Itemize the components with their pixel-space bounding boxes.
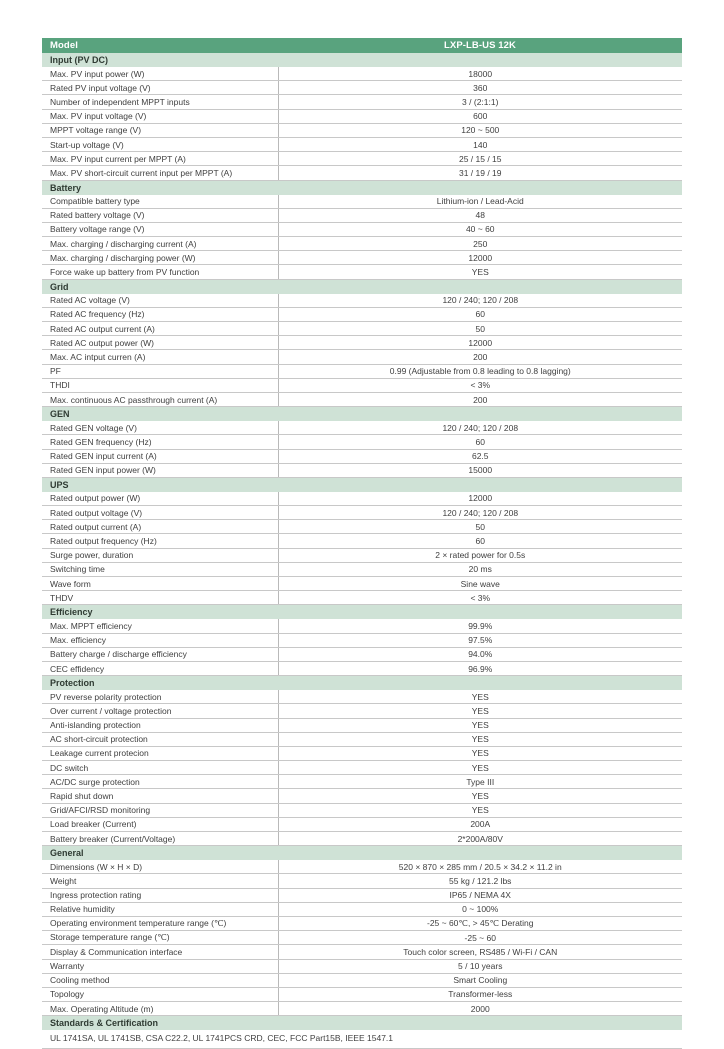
- spec-label: Rapid shut down: [42, 789, 278, 803]
- table-row: [42, 577, 682, 591]
- spec-label: Rated battery voltage (V): [42, 208, 278, 222]
- table-row: [42, 704, 682, 718]
- section-header-row: [42, 407, 682, 422]
- table-row: [42, 307, 682, 321]
- section-header-title: Battery: [42, 180, 278, 195]
- spec-value: < 3%: [278, 591, 682, 605]
- spec-value: 120 / 240; 120 / 208: [278, 506, 682, 520]
- spec-label: CEC effidency: [42, 661, 278, 675]
- spec-label: Ingress protection rating: [42, 888, 278, 902]
- spec-label: THDI: [42, 378, 278, 392]
- table-row: [42, 591, 682, 605]
- spec-label: Battery charge / discharge efficiency: [42, 647, 278, 661]
- spec-label: Cooling method: [42, 973, 278, 987]
- table-row: [42, 902, 682, 916]
- table-row: [42, 931, 682, 945]
- spec-value: 360: [278, 81, 682, 95]
- spec-label: MPPT voltage range (V): [42, 123, 278, 137]
- table-row: [42, 987, 682, 1001]
- table-row: [42, 945, 682, 959]
- spec-label: Rated output frequency (Hz): [42, 534, 278, 548]
- table-row: [42, 548, 682, 562]
- table-row: [42, 1002, 682, 1016]
- spec-value: 200: [278, 392, 682, 406]
- spec-value: 94.0%: [278, 647, 682, 661]
- table-row: [42, 67, 682, 81]
- table-row: [42, 421, 682, 435]
- table-row: [42, 350, 682, 364]
- spec-label: Leakage current protecion: [42, 746, 278, 760]
- spec-value: Lithium-ion / Lead-Acid: [278, 195, 682, 209]
- table-row: [42, 378, 682, 392]
- spec-label: DC switch: [42, 761, 278, 775]
- table-row: [42, 959, 682, 973]
- spec-value: YES: [278, 803, 682, 817]
- spec-value: 120 / 240; 120 / 208: [278, 294, 682, 308]
- spec-label: Rated AC output current (A): [42, 322, 278, 336]
- table-row: [42, 166, 682, 180]
- table-row: [42, 237, 682, 251]
- table-row: [42, 123, 682, 137]
- spec-value: YES: [278, 265, 682, 279]
- table-row: [42, 562, 682, 576]
- model-header-label: Model: [42, 38, 278, 53]
- spec-label: Battery voltage range (V): [42, 222, 278, 236]
- specification-sheet: [42, 38, 682, 1049]
- section-header-spacer: [278, 676, 682, 691]
- spec-value: 3 / (2:1:1): [278, 95, 682, 109]
- table-row: [42, 761, 682, 775]
- spec-value: < 3%: [278, 378, 682, 392]
- table-row: [42, 803, 682, 817]
- spec-value: 99.9%: [278, 619, 682, 633]
- spec-value: 12000: [278, 492, 682, 506]
- spec-label: Max. PV short-circuit current input per MPPT (A): [42, 166, 278, 180]
- spec-value: Transformer-less: [278, 987, 682, 1001]
- section-header-row: [42, 53, 682, 67]
- table-row: [42, 832, 682, 846]
- table-row: [42, 789, 682, 803]
- spec-label: Load breaker (Current): [42, 817, 278, 831]
- table-row: [42, 81, 682, 95]
- spec-label: Switching time: [42, 562, 278, 576]
- spec-value: YES: [278, 704, 682, 718]
- specifications-table-body: [42, 38, 682, 1048]
- spec-value: YES: [278, 690, 682, 704]
- section-header-title: Protection: [42, 676, 278, 691]
- spec-label: Max. charging / discharging power (W): [42, 251, 278, 265]
- spec-value: YES: [278, 789, 682, 803]
- table-row: [42, 463, 682, 477]
- spec-label: Grid/AFCI/RSD monitoring: [42, 803, 278, 817]
- section-header-title: UPS: [42, 477, 278, 492]
- standards-header-row: [42, 1016, 682, 1031]
- standards-header-spacer: [278, 1016, 682, 1031]
- spec-label: Storage temperature range (℃): [42, 931, 278, 945]
- table-row: [42, 195, 682, 209]
- spec-label: Max. MPPT efficiency: [42, 619, 278, 633]
- spec-value: 200A: [278, 817, 682, 831]
- spec-value: 15000: [278, 463, 682, 477]
- spec-label: Rated AC output power (W): [42, 336, 278, 350]
- spec-value: YES: [278, 761, 682, 775]
- spec-value: Smart Cooling: [278, 973, 682, 987]
- table-row: [42, 775, 682, 789]
- spec-value: 140: [278, 137, 682, 151]
- table-row: [42, 392, 682, 406]
- table-row: [42, 874, 682, 888]
- section-header-title: Input (PV DC): [42, 53, 278, 67]
- spec-value: 5 / 10 years: [278, 959, 682, 973]
- table-row: [42, 647, 682, 661]
- table-row: [42, 109, 682, 123]
- spec-label: AC short-circuit protection: [42, 732, 278, 746]
- section-header-title: Grid: [42, 279, 278, 294]
- table-row: [42, 449, 682, 463]
- section-header-title: GEN: [42, 407, 278, 422]
- spec-value: Touch color screen, RS485 / Wi-Fi / CAN: [278, 945, 682, 959]
- table-row: [42, 506, 682, 520]
- spec-value: 120 / 240; 120 / 208: [278, 421, 682, 435]
- table-row: [42, 364, 682, 378]
- table-row: [42, 718, 682, 732]
- section-header-row: [42, 846, 682, 861]
- spec-value: 2*200A/80V: [278, 832, 682, 846]
- spec-value: 120 ~ 500: [278, 123, 682, 137]
- spec-label: PV reverse polarity protection: [42, 690, 278, 704]
- spec-value: 0 ~ 100%: [278, 902, 682, 916]
- table-row: [42, 916, 682, 930]
- spec-label: Rated output current (A): [42, 520, 278, 534]
- spec-label: Max. AC intput curren (A): [42, 350, 278, 364]
- spec-label: Rated AC frequency (Hz): [42, 307, 278, 321]
- spec-label: PF: [42, 364, 278, 378]
- spec-label: THDV: [42, 591, 278, 605]
- model-header-row: [42, 38, 682, 53]
- table-row: [42, 534, 682, 548]
- spec-value: 96.9%: [278, 661, 682, 675]
- spec-label: Battery breaker (Current/Voltage): [42, 832, 278, 846]
- table-row: [42, 152, 682, 166]
- spec-label: Topology: [42, 987, 278, 1001]
- section-header-spacer: [278, 605, 682, 620]
- spec-value: 60: [278, 307, 682, 321]
- spec-label: Compatible battery type: [42, 195, 278, 209]
- spec-value: 12000: [278, 251, 682, 265]
- spec-label: Dimensions (W × H × D): [42, 860, 278, 874]
- spec-label: Display & Communication interface: [42, 945, 278, 959]
- table-row: [42, 322, 682, 336]
- spec-label: Max. Operating Altitude (m): [42, 1002, 278, 1016]
- spec-value: Sine wave: [278, 577, 682, 591]
- table-row: [42, 435, 682, 449]
- spec-value: 31 / 19 / 19: [278, 166, 682, 180]
- spec-label: Operating environment temperature range (℃): [42, 916, 278, 930]
- table-row: [42, 137, 682, 151]
- spec-value: 48: [278, 208, 682, 222]
- section-header-row: [42, 477, 682, 492]
- spec-label: Number of independent MPPT inputs: [42, 95, 278, 109]
- spec-value: 55 kg / 121.2 lbs: [278, 874, 682, 888]
- spec-label: Over current / voltage protection: [42, 704, 278, 718]
- spec-label: Warranty: [42, 959, 278, 973]
- spec-label: Wave form: [42, 577, 278, 591]
- section-header-spacer: [278, 407, 682, 422]
- section-header-spacer: [278, 53, 682, 67]
- table-row: [42, 222, 682, 236]
- spec-label: Rated PV input voltage (V): [42, 81, 278, 95]
- spec-label: Rated output voltage (V): [42, 506, 278, 520]
- table-row: [42, 208, 682, 222]
- section-header-spacer: [278, 477, 682, 492]
- section-header-spacer: [278, 180, 682, 195]
- table-row: [42, 732, 682, 746]
- table-row: [42, 619, 682, 633]
- section-header-row: [42, 676, 682, 691]
- standards-text-row: [42, 1030, 682, 1048]
- spec-label: Weight: [42, 874, 278, 888]
- table-row: [42, 251, 682, 265]
- spec-value: 40 ~ 60: [278, 222, 682, 236]
- spec-value: 60: [278, 534, 682, 548]
- spec-label: Max. PV input power (W): [42, 67, 278, 81]
- spec-value: 97.5%: [278, 633, 682, 647]
- standards-header-title: Standards & Certification: [42, 1016, 278, 1031]
- section-header-spacer: [278, 279, 682, 294]
- table-row: [42, 860, 682, 874]
- section-header-spacer: [278, 846, 682, 861]
- table-row: [42, 746, 682, 760]
- spec-value: 60: [278, 435, 682, 449]
- spec-value: 520 × 870 × 285 mm / 20.5 × 34.2 × 11.2 in: [278, 860, 682, 874]
- spec-value: 250: [278, 237, 682, 251]
- table-row: [42, 95, 682, 109]
- section-header-title: Efficiency: [42, 605, 278, 620]
- spec-value: Type III: [278, 775, 682, 789]
- table-row: [42, 888, 682, 902]
- spec-value: 200: [278, 350, 682, 364]
- spec-label: Start-up voltage (V): [42, 137, 278, 151]
- spec-value: 18000: [278, 67, 682, 81]
- spec-value: 25 / 15 / 15: [278, 152, 682, 166]
- specifications-table: [42, 38, 682, 1048]
- table-row: [42, 817, 682, 831]
- spec-label: Rated GEN input current (A): [42, 449, 278, 463]
- model-header-value: LXP-LB-US 12K: [278, 38, 682, 53]
- standards-text: UL 1741SA, UL 1741SB, CSA C22.2, UL 1741PCS CRD, CEC, FCC Part15B, IEEE 1547.1: [42, 1030, 682, 1048]
- spec-label: Anti-islanding protection: [42, 718, 278, 732]
- section-header-title: General: [42, 846, 278, 861]
- table-row: [42, 661, 682, 675]
- spec-label: Max. efficiency: [42, 633, 278, 647]
- table-row: [42, 265, 682, 279]
- spec-label: Force wake up battery from PV function: [42, 265, 278, 279]
- spec-value: -25 ~ 60: [278, 931, 682, 945]
- spec-value: YES: [278, 732, 682, 746]
- spec-value: 62.5: [278, 449, 682, 463]
- spec-value: 50: [278, 322, 682, 336]
- spec-label: Max. charging / discharging current (A): [42, 237, 278, 251]
- spec-value: YES: [278, 746, 682, 760]
- table-row: [42, 294, 682, 308]
- section-header-row: [42, 180, 682, 195]
- spec-label: Max. PV input current per MPPT (A): [42, 152, 278, 166]
- spec-label: Rated output power (W): [42, 492, 278, 506]
- spec-label: Max. PV input voltage (V): [42, 109, 278, 123]
- spec-value: 0.99 (Adjustable from 0.8 leading to 0.8 lagging): [278, 364, 682, 378]
- spec-label: Surge power, duration: [42, 548, 278, 562]
- table-row: [42, 520, 682, 534]
- spec-value: 2 × rated power for 0.5s: [278, 548, 682, 562]
- table-row: [42, 690, 682, 704]
- table-row: [42, 973, 682, 987]
- spec-value: 2000: [278, 1002, 682, 1016]
- section-header-row: [42, 279, 682, 294]
- spec-value: 600: [278, 109, 682, 123]
- spec-label: Max. continuous AC passthrough current (A): [42, 392, 278, 406]
- section-header-row: [42, 605, 682, 620]
- spec-label: Relative humidity: [42, 902, 278, 916]
- spec-value: 12000: [278, 336, 682, 350]
- spec-value: YES: [278, 718, 682, 732]
- spec-value: 20 ms: [278, 562, 682, 576]
- spec-label: AC/DC surge protection: [42, 775, 278, 789]
- table-row: [42, 336, 682, 350]
- spec-label: Rated GEN input power (W): [42, 463, 278, 477]
- spec-label: Rated GEN voltage (V): [42, 421, 278, 435]
- spec-label: Rated GEN frequency (Hz): [42, 435, 278, 449]
- spec-label: Rated AC voltage (V): [42, 294, 278, 308]
- table-row: [42, 492, 682, 506]
- spec-value: 50: [278, 520, 682, 534]
- spec-value: -25 ~ 60℃, > 45℃ Derating: [278, 916, 682, 930]
- table-row: [42, 633, 682, 647]
- spec-value: IP65 / NEMA 4X: [278, 888, 682, 902]
